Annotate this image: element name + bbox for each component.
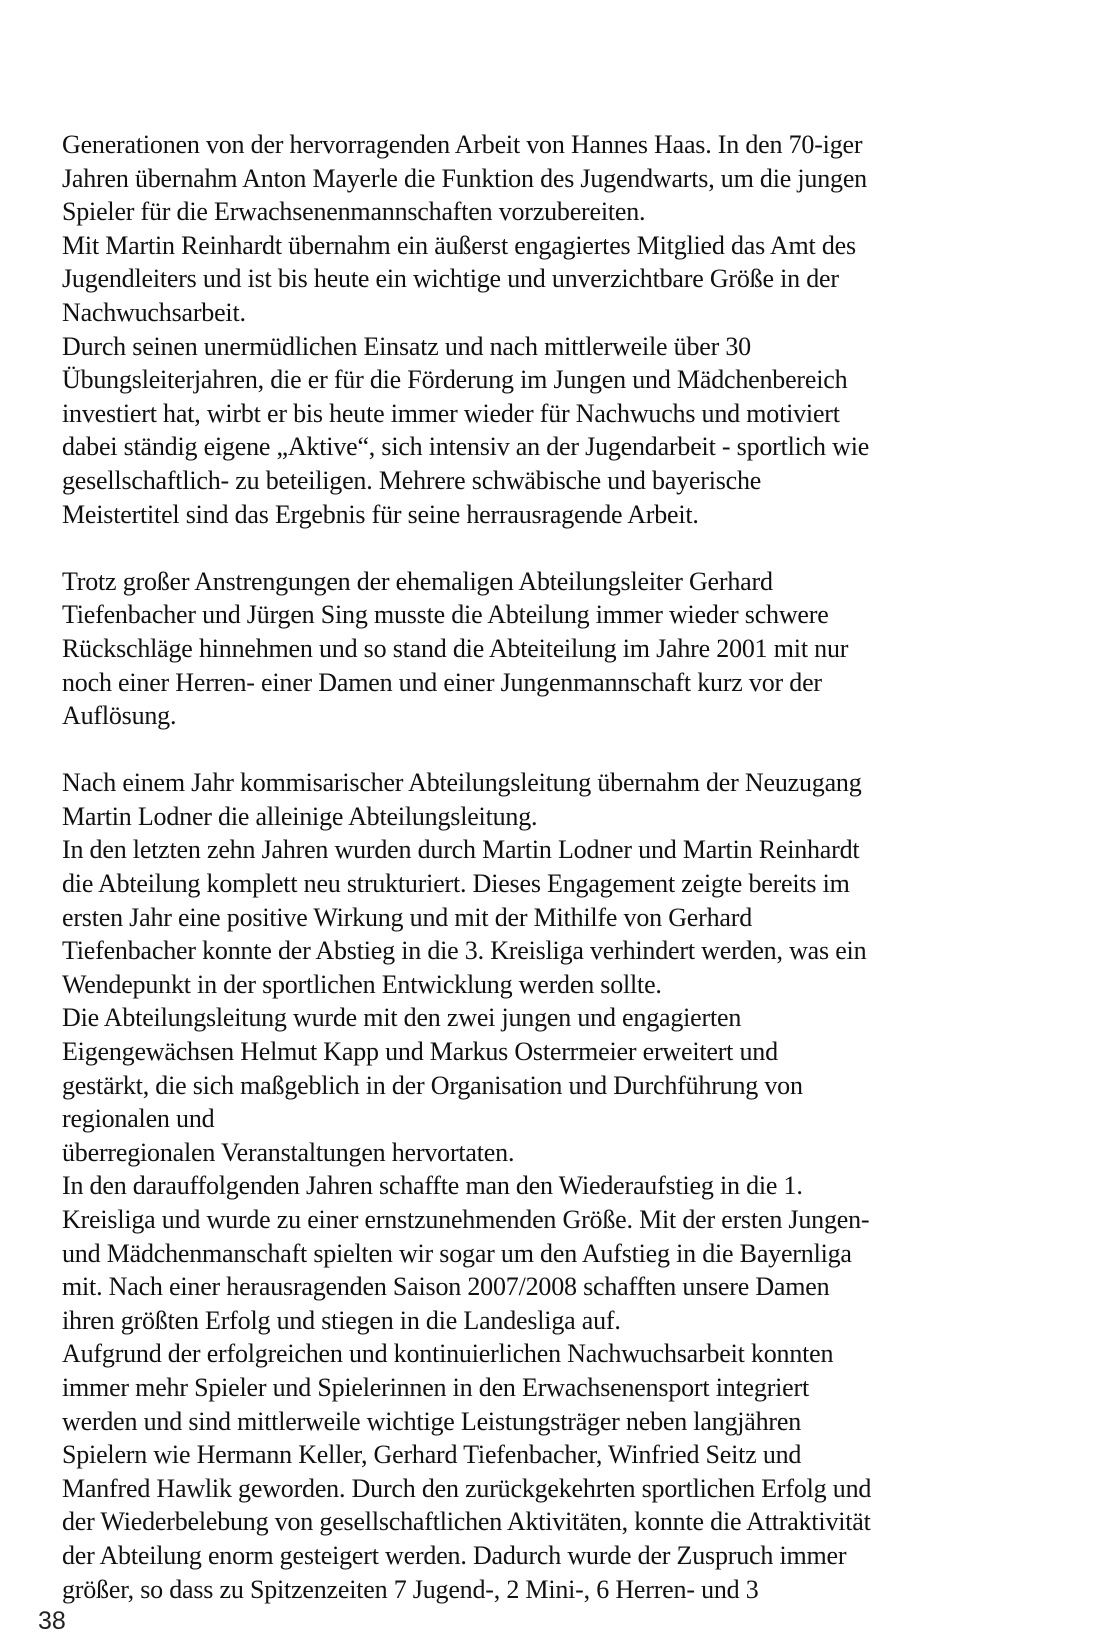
text-line: In den letzten zehn Jahren wurden durch Martin Lodner und Martin Reinhardt	[62, 835, 860, 865]
paragraph-gap	[62, 733, 1062, 767]
text-line: Auflösung.	[62, 701, 177, 731]
text-line: Durch seinen unermüdlichen Einsatz und nach mittlerweile über 30	[62, 331, 751, 361]
page-number: 38	[38, 1607, 66, 1635]
text-line: regionalen und	[62, 1104, 215, 1134]
text-line: die Abteilung komplett neu strukturiert. Dieses Engagement zeigte bereits im	[62, 869, 850, 899]
text-line: immer mehr Spieler und Spielerinnen in den Erwachsenensport integriert	[62, 1372, 809, 1402]
text-line: Meistertitel sind das Ergebnis für seine herrausragende Arbeit.	[62, 499, 699, 529]
text-line: Tiefenbacher und Jürgen Sing musste die Abteilung immer wieder schwere	[62, 600, 829, 630]
text-line: Eigengewächsen Helmut Kapp und Markus Osterrmeier erweitert und	[62, 1037, 778, 1067]
text-line: In den darauffolgenden Jahren schaffte man den Wiederaufstieg in die 1.	[62, 1171, 803, 1201]
paragraph-gap	[62, 531, 1062, 565]
text-line: ersten Jahr eine positive Wirkung und mit der Mithilfe von Gerhard	[62, 902, 752, 932]
text-line: Jahren übernahm Anton Mayerle die Funktion des Jugendwarts, um die jungen	[62, 163, 867, 193]
text-line: Nach einem Jahr kommisarischer Abteilungsleitung übernahm der Neuzugang	[62, 768, 862, 798]
text-line: dabei ständig eigene „Aktive“, sich intensiv an der Jugendarbeit - sportlich wie	[62, 432, 870, 462]
text-line: noch einer Herren- einer Damen und einer Jungenmannschaft kurz vor der	[62, 667, 822, 697]
text-line: gestärkt, die sich maßgeblich in der Organisation und Durchführung von	[62, 1070, 803, 1100]
text-line: Tiefenbacher konnte der Abstieg in die 3. Kreisliga verhindert werden, was ein	[62, 936, 867, 966]
text-line: ihren größten Erfolg und stiegen in die Landesliga auf.	[62, 1305, 621, 1335]
text-line: Trotz großer Anstrengungen der ehemaligen Abteilungsleiter Gerhard	[62, 566, 773, 596]
text-line: und Mädchenmanschaft spielten wir sogar um den Aufstieg in die Bayernliga	[62, 1238, 852, 1268]
text-line: Spielern wie Hermann Keller, Gerhard Tiefenbacher, Winfried Seitz und	[62, 1440, 802, 1470]
text-line: Rückschläge hinnehmen und so stand die Abteiteilung im Jahre 2001 mit nur	[62, 633, 849, 663]
text-line: mit. Nach einer herausragenden Saison 2007/2008 schafften unsere Damen	[62, 1272, 830, 1302]
text-line: Spieler für die Erwachsenenmannschaften vorzubereiten.	[62, 197, 646, 227]
text-line: investiert hat, wirbt er bis heute immer wieder für Nachwuchs und motiviert	[62, 398, 840, 428]
text-line: Kreisliga und wurde zu einer ernstzunehmenden Größe. Mit der ersten Jungen-	[62, 1205, 870, 1234]
text-line: Aufgrund der erfolgreichen und kontinuierlichen Nachwuchsarbeit konnten	[62, 1339, 834, 1369]
text-line: werden und sind mittlerweile wichtige Leistungsträger neben langjähren	[62, 1406, 802, 1436]
text-line: größer, so dass zu Spitzenzeiten 7 Jugend-, 2 Mini-, 6 Herren- und 3	[62, 1574, 759, 1604]
text-line: Generationen von der hervorragenden Arbeit von Hannes Haas. In den 70-iger	[62, 130, 863, 159]
text-line: Manfred Hawlik geworden. Durch den zurückgekehrten sportlichen Erfolg und	[62, 1473, 872, 1503]
body-text	[62, 128, 1062, 1606]
text-line: Jugendleiters und ist bis heute ein wichtige und unverzichtbare Größe in der	[62, 264, 839, 294]
text-line: der Abteilung enorm gesteigert werden. Dadurch wurde der Zuspruch immer	[62, 1540, 847, 1570]
text-line: Martin Lodner die alleinige Abteilungsleitung.	[62, 801, 538, 831]
text-line: Nachwuchsarbeit.	[62, 297, 246, 327]
text-line: Mit Martin Reinhardt übernahm ein äußerst engagiertes Mitglied das Amt des	[62, 230, 856, 260]
text-line: der Wiederbelebung von gesellschaftlichen Aktivitäten, konnte die Attraktivität	[62, 1507, 871, 1537]
text-line: überregionalen Veranstaltungen hervortaten.	[62, 1137, 515, 1167]
text-line: Die Abteilungsleitung wurde mit den zwei jungen und engagierten	[62, 1003, 742, 1033]
text-line: gesellschaftlich- zu beteiligen. Mehrere schwäbische und bayerische	[62, 465, 762, 495]
text-line: Wendepunkt in der sportlichen Entwicklung werden sollte.	[62, 969, 662, 999]
text-line: Übungsleiterjahren, die er für die Förderung im Jungen und Mädchenbereich	[62, 365, 848, 395]
